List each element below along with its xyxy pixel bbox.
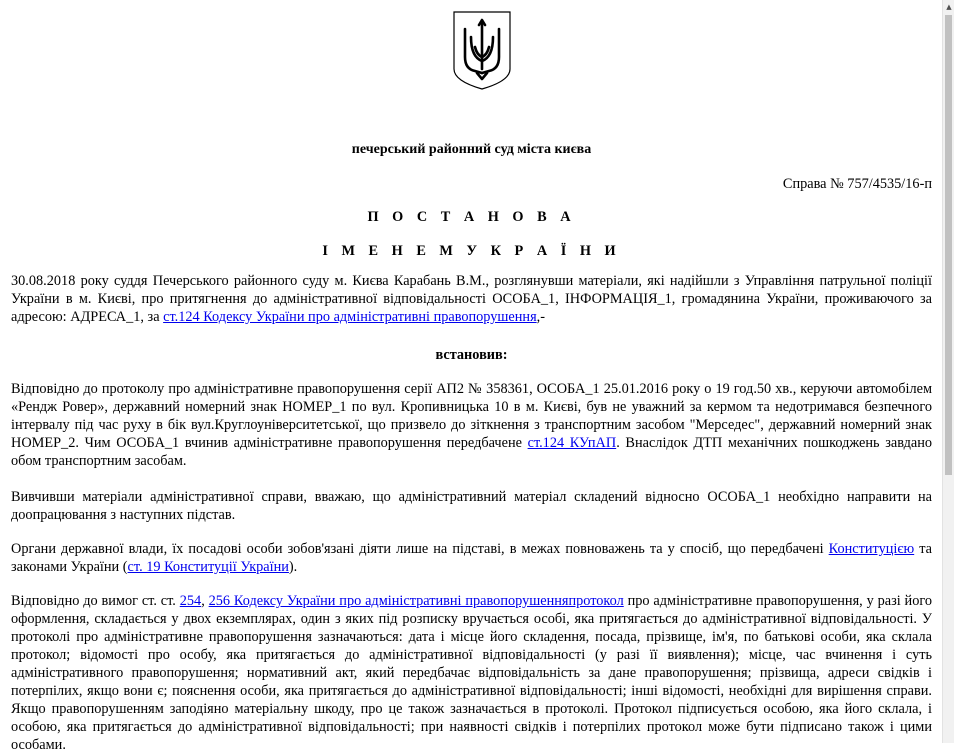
paragraph-text: Відповідно до протоколу про адміністративне правопорушення серії АП2 № 358361, ОСОБА_1 25.01.2016 року о 19 год.50 хв., керуючи автомобілем «Рендж Ровер», державний номерний знак НОМЕР_1 по вул. Кропивницька 10 в м. Києві, був не уважний за кермом та недотримався безпечного інтервалу під час руху в бік вул.Круглоуніверситетської, що призвело до зіткнення з транспортним засобом "Мерседес", державний номерний знак НОМЕР_2. Чим ОСОБА_1 вчинив адміністративне правопорушення передбачене [11,381,932,451]
document-subtitle: І М Е Н Е М У К Р А Ї Н И [322,243,621,259]
paragraph-review [11,488,932,524]
trident-emblem-icon [453,11,511,90]
paragraph-text: 30.08.2018 року суддя Печерського районного суду м. Києва Карабань В.М., розглянувши матеріали, які надійшли з Управління патрульної поліції України в м. Києві, про притягнення до адміністративної відповідальності ОСОБА_1, ІНФОРМАЦІЯ_1, громадянина України, проживаючого за адресою: АДРЕСА_1, за [11,273,932,325]
paragraph-text: ,- [536,309,545,325]
link-constitution[interactable]: Конституцією [828,541,915,557]
scroll-up-arrow-icon[interactable]: ▲ [946,3,952,11]
paragraph-requirements [11,592,932,754]
document-title: П О С Т А Н О В А [367,209,576,225]
paragraph-intro [11,272,932,326]
link-article-124-code[interactable]: ст.124 Кодексу України про адміністративні правопорушення [163,309,537,325]
paragraph-authorities [11,540,932,576]
link-article-19-constitution[interactable]: ст. 19 Конституції України [127,559,289,575]
scrollbar-thumb[interactable] [945,15,952,475]
case-number: Справа № 757/4535/16-п [782,176,932,192]
vertical-scrollbar[interactable] [942,0,954,743]
paragraph-text: . Внаслідок ДТП механічних пошкоджень завдано обом транспортним засобам. [11,435,933,469]
paragraph-text: Органи державної влади, їх посадові особи зобов'язані діяти лише на підставі, в межах повноважень та у спосіб, що передбачені [11,541,829,557]
court-name: печерський районний суд міста києва [351,142,592,157]
paragraph-text: , [201,593,209,609]
section-heading-established: встановив: [435,347,508,363]
paragraph-text: Вивчивши матеріали адміністративної справи, вважаю, що адміністративний матеріал складений відносно ОСОБА_1 необхідно направити на доопрацювання з наступних підстав. [11,489,932,523]
link-article-124-kupap[interactable]: ст.124 КУпАП [527,435,617,451]
paragraph-text: про адміністративне правопорушення, у разі його оформлення, складається у двох екземплярах, один з яких під розписку вручається особі, яка притягається до адміністративної відповідальності. У протоколі про адміністративне правопорушення зазначаються: дата і місце його складення, посада, прізвище, ім'я, по батькові особи, яка склала протокол; відомості про особу, яка притягається до адміністративної відповідальності (у разі її виявлення); місце, час вчинення і суть адміністративного правопорушення; нормативний акт, який передбачає відповідальність за дане правопорушення; прізвища, адреси свідків і потерпілих, якщо вони є; пояснення особи, яка притягається до адміністративної відповідальності; інші відомості, необхідні для вирішення справи. Якщо правопорушенням заподіяно матеріальну шкоду, про це також зазначається в протоколі. Протокол підписується особою, яка його склала, і особою, яка притягається до адміністративної відповідальності; при наявності свідків і потерпілих протокол може бути підписано також і цими особами. [11,593,933,753]
paragraph-text: ). [288,559,298,575]
paragraph-text: Відповідно до вимог ст. ст. [11,593,180,609]
paragraph-text: та законами України ( [11,541,933,575]
paragraph-protocol [11,380,932,470]
link-article-254[interactable]: 254 [179,593,202,609]
link-article-256-code[interactable]: 256 Кодексу України про адміністративні правопорушенняпротокол [208,593,624,609]
